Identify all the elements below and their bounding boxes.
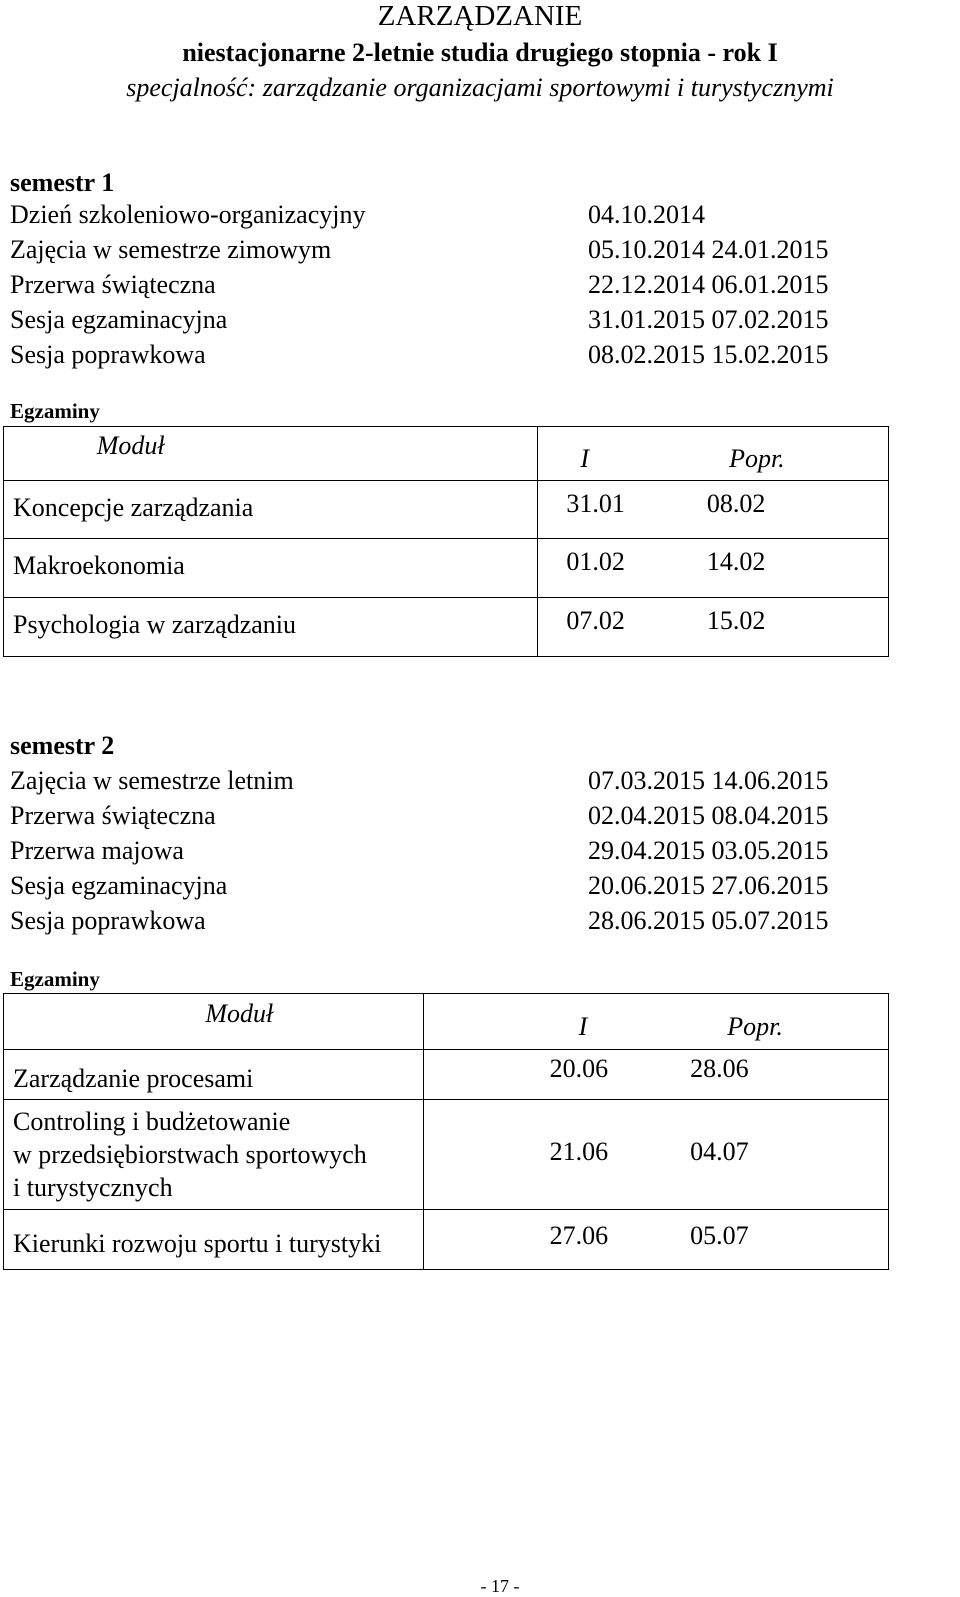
module-column-header: Moduł bbox=[96, 430, 165, 460]
exams-table-semester-2 bbox=[3, 993, 889, 1270]
module-column-header: Moduł bbox=[205, 998, 274, 1028]
first-term-date: 07.02 bbox=[566, 606, 625, 635]
retake-date: 04.07 bbox=[690, 1136, 749, 1166]
schedule-label: Zajęcia w semestrze letnim bbox=[10, 766, 294, 795]
table-header-row bbox=[4, 427, 889, 481]
module-name: Psychologia w zarządzaniu bbox=[13, 610, 297, 639]
module-name: Kierunki rozwoju sportu i turystyki bbox=[13, 1228, 382, 1258]
retake-column-header: Popr. bbox=[727, 1011, 783, 1041]
first-term-column-header: I bbox=[580, 443, 590, 473]
page-subtitle: niestacjonarne 2-letnie studia drugiego stopnia - rok I bbox=[182, 38, 778, 67]
first-term-date: 31.01 bbox=[566, 488, 625, 518]
exams-heading: Egzaminy bbox=[10, 399, 100, 423]
first-term-date: 21.06 bbox=[549, 1136, 609, 1166]
schedule-dates: 04.10.2014 bbox=[588, 200, 705, 229]
module-name-line: i turystycznych bbox=[13, 1173, 173, 1202]
retake-date: 15.02 bbox=[706, 606, 766, 635]
schedule-dates: 20.06.2015 27.06.2015 bbox=[588, 871, 829, 900]
table-row bbox=[4, 481, 889, 539]
first-term-date: 01.02 bbox=[566, 547, 625, 576]
schedule-dates: 29.04.2015 03.05.2015 bbox=[588, 836, 829, 865]
exams-heading: Egzaminy bbox=[10, 967, 100, 991]
first-term-date: 20.06 bbox=[549, 1053, 609, 1083]
page-number: - 17 - bbox=[480, 1576, 520, 1596]
schedule-dates: 02.04.2015 08.04.2015 bbox=[588, 801, 829, 830]
table-row bbox=[4, 539, 889, 598]
schedule-label: Dzień szkoleniowo-organizacyjny bbox=[10, 200, 366, 229]
schedule-dates: 28.06.2015 05.07.2015 bbox=[588, 906, 829, 935]
exams-table-semester-1 bbox=[3, 426, 889, 657]
table-row bbox=[4, 598, 889, 657]
schedule-dates: 22.12.2014 06.01.2015 bbox=[588, 270, 829, 299]
table-row bbox=[4, 1050, 889, 1100]
module-name: Makroekonomia bbox=[13, 551, 185, 580]
table-row bbox=[4, 1100, 889, 1210]
schedule-label: Sesja egzaminacyjna bbox=[10, 305, 228, 334]
first-term-column-header: I bbox=[578, 1011, 588, 1041]
page-title: ZARZĄDZANIE bbox=[377, 0, 583, 32]
schedule-dates: 31.01.2015 07.02.2015 bbox=[588, 305, 829, 334]
module-name-line: Controling i budżetowanie bbox=[13, 1107, 291, 1136]
retake-date: 28.06 bbox=[690, 1053, 749, 1083]
schedule-label: Przerwa majowa bbox=[10, 836, 184, 865]
first-term-date: 27.06 bbox=[549, 1220, 609, 1250]
retake-date: 08.02 bbox=[706, 488, 766, 518]
schedule-label: Sesja poprawkowa bbox=[10, 340, 206, 369]
schedule-label: Sesja egzaminacyjna bbox=[10, 871, 228, 900]
module-name: Zarządzanie procesami bbox=[13, 1063, 254, 1093]
retake-date: 05.07 bbox=[690, 1220, 749, 1250]
schedule-label: Sesja poprawkowa bbox=[10, 906, 206, 935]
schedule-label: Zajęcia w semestrze zimowym bbox=[10, 235, 332, 264]
schedule-label: Przerwa świąteczna bbox=[10, 270, 216, 299]
semester-1-heading: semestr 1 bbox=[10, 168, 115, 197]
module-name: Koncepcje zarządzania bbox=[13, 492, 254, 522]
schedule-label: Przerwa świąteczna bbox=[10, 801, 216, 830]
module-name-line: w przedsiębiorstwach sportowych bbox=[13, 1140, 367, 1169]
table-row bbox=[4, 1210, 889, 1270]
schedule-dates: 05.10.2014 24.01.2015 bbox=[588, 235, 829, 264]
schedule-dates: 07.03.2015 14.06.2015 bbox=[588, 766, 829, 795]
specialty-line: specjalność: zarządzanie organizacjami sportowymi i turystycznymi bbox=[126, 73, 834, 102]
retake-column-header: Popr. bbox=[729, 443, 785, 473]
retake-date: 14.02 bbox=[706, 547, 766, 576]
semester-2-heading: semestr 2 bbox=[10, 731, 115, 760]
schedule-dates: 08.02.2015 15.02.2015 bbox=[588, 340, 829, 369]
table-header-row bbox=[4, 994, 889, 1050]
